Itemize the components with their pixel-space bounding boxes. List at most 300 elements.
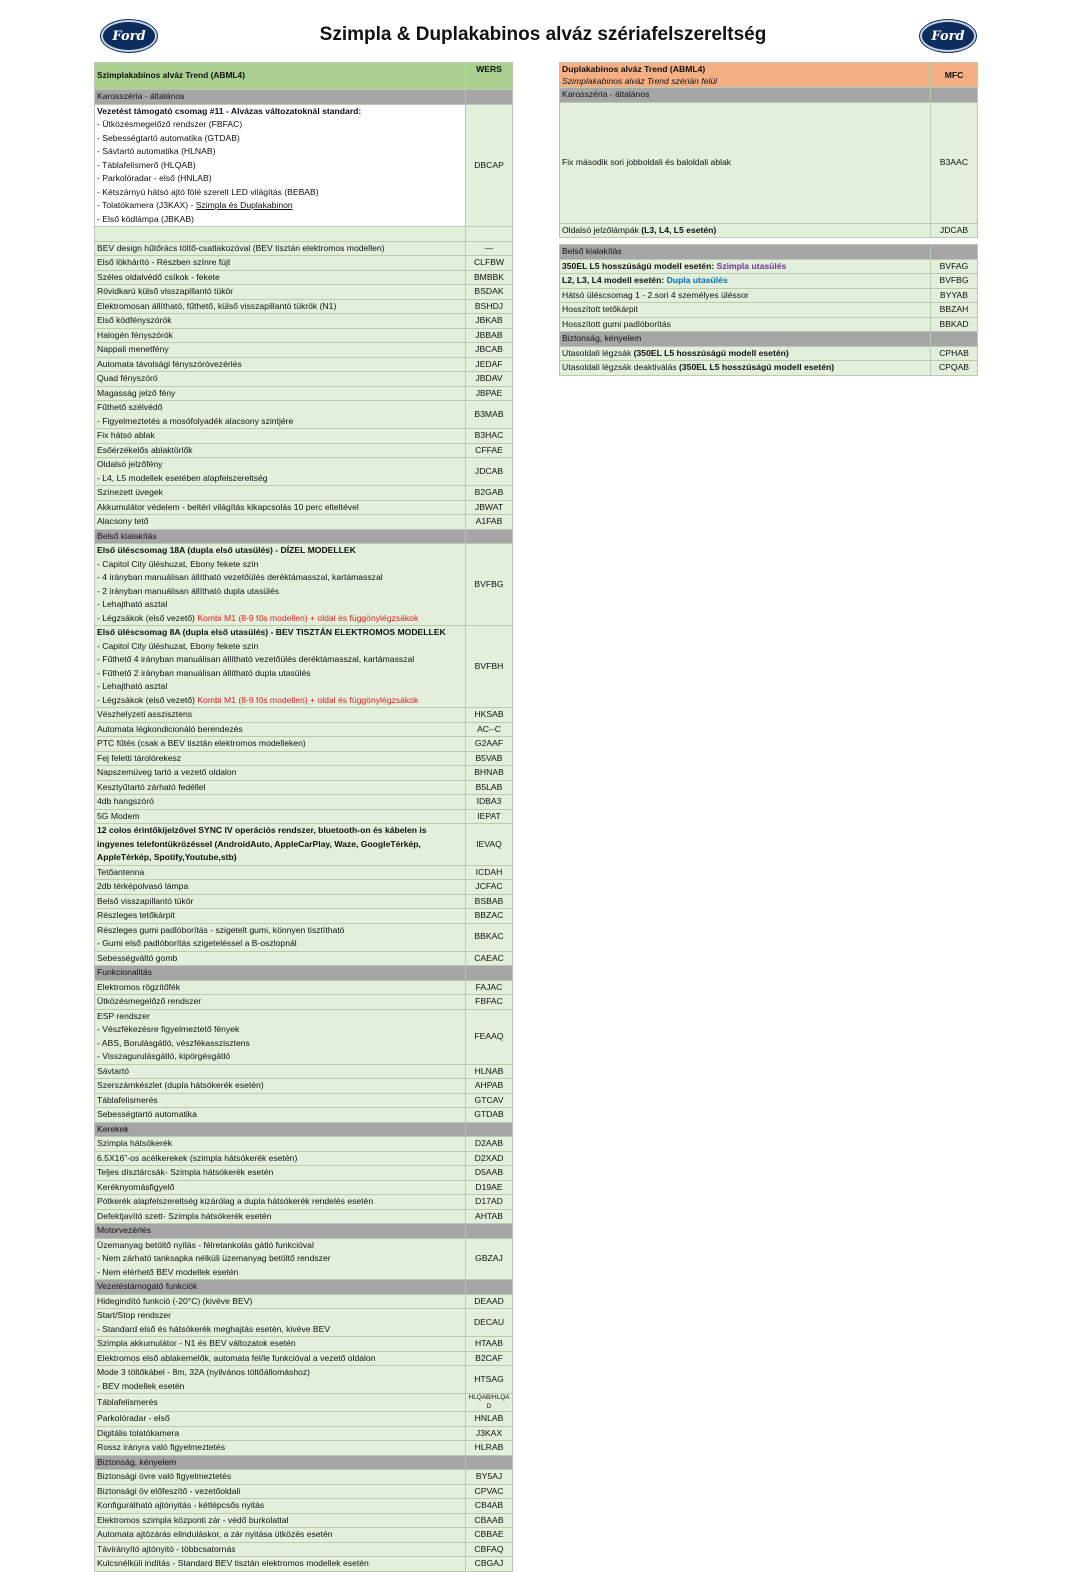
option-code: IDBA3: [466, 795, 513, 810]
text-segment: - Sávtartó automatika (HLNAB): [97, 146, 216, 156]
equipment-row: [95, 328, 513, 343]
text-segment: - Fűthető 2 irányban manuálisan állítható dupla utasülés: [97, 667, 311, 678]
equipment-row: [95, 1366, 513, 1394]
option-code: HLNAB: [466, 1064, 513, 1079]
option-code: JBDAV: [466, 372, 513, 387]
section-title: Funkcionalitás: [95, 966, 466, 981]
equipment-row: [95, 1064, 513, 1079]
description-line: [97, 415, 463, 429]
column-header-mfc: MFC: [931, 63, 978, 88]
section-title: Biztonság, kényelem: [560, 332, 931, 347]
text-segment: Üzemanyag betöltő nyílás - félretankolás gátló funkcióval: [97, 1239, 314, 1250]
equipment-row: [560, 346, 978, 361]
text-segment: Fűthető szélvédő: [97, 402, 163, 412]
equipment-row: [95, 372, 513, 387]
option-code: CBGAJ: [466, 1557, 513, 1572]
description-line: [97, 472, 463, 486]
option-code: CLFBW: [466, 256, 513, 271]
option-code: J3KAX: [466, 1426, 513, 1441]
text-segment: - 4 irányban manuálisan állítható vezetőülés deréktámasszal, kartámasszal: [97, 572, 383, 582]
description-line: [562, 274, 928, 288]
equipment-row: [95, 909, 513, 924]
description-line: [97, 186, 463, 200]
equipment-description: [560, 346, 931, 361]
description-line: [97, 118, 463, 132]
option-code: CPVAC: [466, 1484, 513, 1499]
text-segment: Első üléscsomag 8A (dupla első utasülés) - BEV TISZTÁN ELEKTROMOS MODELLEK: [97, 627, 446, 637]
equipment-row: [95, 544, 513, 626]
section-code-cell: [466, 1280, 513, 1295]
description-line: [97, 1266, 463, 1280]
section-header-row: [95, 966, 513, 981]
equipment-row: [95, 500, 513, 515]
description-line: [97, 213, 463, 227]
description-line: [97, 626, 463, 640]
option-code: DECAU: [466, 1309, 513, 1337]
equipment-description: [95, 923, 466, 951]
text-segment: - Nem elérhető BEV modellek esetén: [97, 1266, 239, 1277]
text-segment: - L4, L5 modellek esetében alapfelszereltség: [97, 472, 268, 483]
equipment-description: Napszemüveg tartó a vezető oldalon: [95, 766, 466, 781]
ford-logo-right: [920, 20, 976, 52]
equipment-row: [95, 1309, 513, 1337]
description-line: [97, 458, 463, 472]
equipment-row: [95, 299, 513, 314]
text-segment: - Visszagurulásgátló, kipörgésgátló: [97, 1051, 231, 1061]
text-segment: - Fűthető 4 irányban manuálisan állítható vezetőülés deréktámasszal, kartámasszal: [97, 654, 415, 664]
option-code: BBZAH: [931, 303, 978, 318]
option-code: JDCAB: [931, 223, 978, 238]
section-title: Biztonság, kényelem: [95, 1455, 466, 1470]
option-code: D5AAB: [466, 1166, 513, 1181]
option-code: A1FAB: [466, 515, 513, 530]
section-code-cell: [931, 88, 978, 103]
equipment-description: Elektromos első ablakemelők, automata fel/le funkcióval a vezető oldalon: [95, 1351, 466, 1366]
equipment-row: [95, 1441, 513, 1456]
text-segment: AppleTérkép, Spotify,Youtube,stb): [97, 852, 237, 862]
table-subtitle: Szimplakabinos alváz Trend szérián felül: [562, 76, 718, 86]
description-line: [97, 1323, 463, 1337]
equipment-description: Szimpla hátsókerék: [95, 1137, 466, 1152]
option-code: B2GAB: [466, 486, 513, 501]
option-code: B5LAB: [466, 780, 513, 795]
ford-logo-text: Ford: [931, 28, 965, 44]
option-code: CFFAE: [466, 443, 513, 458]
option-code: CPHAB: [931, 346, 978, 361]
text-segment: - Parkolóradar - első (HNLAB): [97, 173, 212, 183]
double-cab-equipment-table: [559, 62, 978, 376]
text-segment: - Nem zárható tanksapka nélküli üzemanyag betöltő rendszer: [97, 1253, 331, 1263]
equipment-description: [560, 361, 931, 376]
option-code: BSBAB: [466, 894, 513, 909]
description-line: [97, 824, 463, 838]
equipment-row: [95, 1009, 513, 1064]
equipment-description: Első ködfényszórók: [95, 314, 466, 329]
equipment-description: Akkumulátor védelem - beltéri világítás kikapcsolás 10 perc elteltével: [95, 500, 466, 515]
equipment-description: Hidegindító funkció (-20°C) (kivéve BEV): [95, 1294, 466, 1309]
description-line: [97, 401, 463, 415]
equipment-description: Sebességváltó gomb: [95, 951, 466, 966]
option-code: ICDAH: [466, 865, 513, 880]
equipment-row: [95, 795, 513, 810]
option-code: D2AAB: [466, 1137, 513, 1152]
option-code: AHPAB: [466, 1079, 513, 1094]
equipment-description: Első lökhárító - Részben színre fújt: [95, 256, 466, 271]
text-segment: (350EL L5 hosszúságú modell esetén): [633, 347, 789, 358]
section-header-row: [95, 529, 513, 544]
option-code: JBKAB: [466, 314, 513, 329]
option-code: D17AD: [466, 1195, 513, 1210]
equipment-row: [95, 951, 513, 966]
option-code: HLQAB/HLQAD: [466, 1394, 513, 1412]
equipment-row: [95, 722, 513, 737]
equipment-row: [95, 1351, 513, 1366]
equipment-description: [95, 104, 466, 227]
text-segment: Vezetést támogató csomag #11 - Alvázas változatoknál standard:: [97, 105, 362, 116]
option-code: IEVAQ: [466, 824, 513, 866]
section-title: Motorvezérlés: [95, 1224, 466, 1239]
description-line: [97, 1050, 463, 1064]
text-segment: Szimpla és Duplakabinon: [195, 200, 293, 210]
equipment-row: [95, 1238, 513, 1280]
equipment-row: [95, 1195, 513, 1210]
option-code: BVFBG: [931, 274, 978, 289]
equipment-row: [95, 1513, 513, 1528]
equipment-row: [95, 429, 513, 444]
option-code: —: [466, 241, 513, 256]
option-code: BVFAG: [931, 259, 978, 274]
option-code: AC--C: [466, 722, 513, 737]
text-segment: 350EL L5 hosszúságú modell esetén:: [562, 260, 717, 271]
text-segment: Dupla utasülés: [666, 275, 728, 285]
text-segment: - Gumi első padlóborítás szigeteléssel a B-oszlopnál: [97, 938, 297, 948]
description-line: [562, 260, 928, 274]
equipment-row: [95, 708, 513, 723]
description-line: [97, 937, 463, 951]
equipment-row: [560, 303, 978, 318]
equipment-description: Esőérzékelős ablaktörlők: [95, 443, 466, 458]
text-segment: Kombi M1 (8-9 fős modellen) + oldal és függönylégzsákok: [197, 612, 419, 623]
section-code-cell: [466, 966, 513, 981]
option-code: GTCAV: [466, 1093, 513, 1108]
description-line: [97, 558, 463, 572]
option-code: HTSAG: [466, 1366, 513, 1394]
text-segment: ESP rendszer: [97, 1010, 150, 1021]
equipment-row: [95, 343, 513, 358]
option-code: DBCAP: [466, 104, 513, 227]
option-code: BVFBH: [466, 626, 513, 708]
option-code: HTAAB: [466, 1337, 513, 1352]
table-title: Szimplakabinos alváz Trend (ABML4): [95, 63, 466, 90]
text-segment: (L3, L4, L5 esetén): [641, 224, 717, 235]
option-code: JBPAE: [466, 386, 513, 401]
equipment-row: [95, 894, 513, 909]
equipment-row: [560, 102, 978, 223]
option-code: B3MAB: [466, 401, 513, 429]
option-code: IEPAT: [466, 809, 513, 824]
equipment-row: [95, 1542, 513, 1557]
section-title: Kerekek: [95, 1122, 466, 1137]
option-code: JDCAB: [466, 458, 513, 486]
equipment-description: 2db térképolvasó lámpa: [95, 880, 466, 895]
equipment-description: Hátsó üléscsomag 1 - 2.sori 4 személyes üléssor: [560, 288, 931, 303]
equipment-row: [95, 285, 513, 300]
equipment-description: [95, 1309, 466, 1337]
option-code: B2CAF: [466, 1351, 513, 1366]
description-line: [97, 667, 463, 681]
section-header-row: [560, 88, 978, 103]
equipment-description: [95, 544, 466, 626]
option-code: HNLAB: [466, 1412, 513, 1427]
description-line: [97, 1010, 463, 1024]
equipment-description: [95, 1009, 466, 1064]
equipment-row: [95, 865, 513, 880]
text-segment: - Tolatókamera (J3KAX) -: [97, 200, 196, 210]
description-line: [97, 1023, 463, 1037]
equipment-row: [95, 995, 513, 1010]
text-segment: Oldalsó jelzőfény: [97, 459, 163, 469]
option-code: G2AAF: [466, 737, 513, 752]
equipment-description: [560, 274, 931, 289]
section-title: Karosszéria - általános: [560, 88, 931, 103]
description-line: [562, 347, 928, 361]
option-code: DEAAD: [466, 1294, 513, 1309]
description-line: [97, 1037, 463, 1051]
equipment-row: [95, 923, 513, 951]
text-segment: - Capitol City üléshuzat, Ebony fekete szín: [97, 640, 259, 651]
equipment-description: Távirányító ajtónyitó - többcsatornás: [95, 1542, 466, 1557]
text-segment: Mode 3 töltőkábel - 8m, 32A (nyilvános töltőállomáshoz): [97, 1367, 311, 1377]
equipment-description: Színezett üvegek: [95, 486, 466, 501]
section-title: Karosszéria - általános: [95, 90, 466, 105]
option-code: BSHDJ: [466, 299, 513, 314]
option-code: BBKAC: [466, 923, 513, 951]
text-segment: - Lehajtható asztal: [97, 599, 168, 609]
description-line: [97, 694, 463, 708]
option-code: BBKAD: [931, 317, 978, 332]
equipment-description: Halogén fényszórók: [95, 328, 466, 343]
text-segment: - Kétszárnyú hátsó ajtó fölé szerelt LED világítás (BEBAB): [97, 186, 319, 197]
equipment-description: [95, 401, 466, 429]
section-header-row: [95, 1122, 513, 1137]
equipment-description: PTC fűtés (csak a BEV tisztán elektromos modelleken): [95, 737, 466, 752]
equipment-row: [560, 259, 978, 274]
option-code: BVFBG: [466, 544, 513, 626]
equipment-description: [95, 1238, 466, 1280]
equipment-description: Fix hátsó ablak: [95, 429, 466, 444]
equipment-row: [95, 1180, 513, 1195]
equipment-row: [95, 256, 513, 271]
option-code: BYYAB: [931, 288, 978, 303]
equipment-row: [95, 1166, 513, 1181]
description-line: [97, 924, 463, 938]
equipment-description: Parkolóradar - első: [95, 1412, 466, 1427]
equipment-row: [560, 317, 978, 332]
equipment-row: [95, 766, 513, 781]
equipment-description: Vészhelyzeti asszisztens: [95, 708, 466, 723]
option-code: FBFAC: [466, 995, 513, 1010]
section-title: Belső kialakítás: [560, 245, 931, 260]
equipment-description: Kulcsnélküli indítás - Standard BEV tisztán elektromos modellek esetén: [95, 1557, 466, 1572]
option-code: D19AE: [466, 1180, 513, 1195]
text-segment: - Capitol City üléshuzat, Ebony fekete szín: [97, 558, 259, 569]
equipment-row: [95, 1108, 513, 1123]
table-title-cell: [560, 63, 931, 88]
option-code: JEDAF: [466, 357, 513, 372]
option-code: JBWAT: [466, 500, 513, 515]
option-code: B3AAC: [931, 102, 978, 223]
equipment-description: Pótkerék alapfelszereltség kizárólag a dupla hátsókerék rendelés esetén: [95, 1195, 466, 1210]
equipment-description: Belső visszapillantó tükör: [95, 894, 466, 909]
text-segment: 12 colos érintőkijelzővel SYNC IV operációs rendszer, bluetooth-on és kábelen is: [97, 825, 427, 835]
equipment-row: [95, 443, 513, 458]
section-title: Vezetéstámogató funkciók: [95, 1280, 466, 1295]
section-code-cell: [466, 529, 513, 544]
text-segment: L2, L3, L4 modell esetén:: [562, 275, 667, 285]
equipment-description: Széles oldalvédő csíkok - fekete: [95, 270, 466, 285]
description-line: [97, 1380, 463, 1394]
equipment-description: BEV design hűtőrács töltő-csatlakozóval (BEV tisztán elektromos modellen): [95, 241, 466, 256]
description-line: [97, 680, 463, 694]
equipment-description: Szerszámkészlet (dupla hátsókerék esetén): [95, 1079, 466, 1094]
section-code-cell: [466, 1455, 513, 1470]
equipment-row: [560, 223, 978, 238]
description-line: [97, 571, 463, 585]
spacer-row: [560, 238, 978, 245]
description-line: [97, 612, 463, 626]
option-code: CBBAE: [466, 1528, 513, 1543]
equipment-row: [95, 1412, 513, 1427]
equipment-description: Táblafelismerés: [95, 1394, 466, 1412]
equipment-row: [95, 1557, 513, 1572]
equipment-row: [95, 1484, 513, 1499]
equipment-description: Magasság jelző fény: [95, 386, 466, 401]
equipment-description: Rossz irányra való figyelmeztetés: [95, 1441, 466, 1456]
section-header-row: [95, 1455, 513, 1470]
equipment-description: Konfigurálható ajtónyitás - kétlépcsős nyitás: [95, 1499, 466, 1514]
option-code: JCFAC: [466, 880, 513, 895]
text-segment: - Első ködlámpa (JBKAB): [97, 213, 194, 224]
equipment-row: [95, 270, 513, 285]
text-segment: Start/Stop rendszer: [97, 1310, 172, 1320]
equipment-description: Automata ajtózárás elinduláskor, a zár nyitása ütközés esetén: [95, 1528, 466, 1543]
option-code: CBFAQ: [466, 1542, 513, 1557]
text-segment: - Táblafelismerő (HLQAB): [97, 159, 196, 170]
description-line: [97, 1252, 463, 1266]
option-code: CB4AB: [466, 1499, 513, 1514]
equipment-row: [95, 737, 513, 752]
equipment-description: [95, 626, 466, 708]
option-code: B3HAC: [466, 429, 513, 444]
section-header-row: [95, 1280, 513, 1295]
equipment-row: [95, 980, 513, 995]
equipment-row: [95, 486, 513, 501]
equipment-description: Hosszított tetőkárpit: [560, 303, 931, 318]
equipment-description: Kesztyűtartó zárható fedéllel: [95, 780, 466, 795]
text-segment: - BEV modellek esetén: [97, 1380, 185, 1391]
spacer-cell: [560, 238, 978, 245]
equipment-row: [95, 1137, 513, 1152]
equipment-description: [95, 458, 466, 486]
equipment-row: [95, 1093, 513, 1108]
option-code: CAEAC: [466, 951, 513, 966]
text-segment: - Lehajtható asztal: [97, 681, 168, 691]
equipment-row: [95, 751, 513, 766]
equipment-description: Ütközésmegelőző rendszer: [95, 995, 466, 1010]
equipment-description: Elektromos szimpla központi zár - védő burkolattal: [95, 1513, 466, 1528]
equipment-description: Tetőantenna: [95, 865, 466, 880]
section-header-row: [560, 245, 978, 260]
equipment-row: [95, 314, 513, 329]
text-segment: - Ütközésmegelőző rendszer (FBFAC): [97, 119, 243, 129]
option-code: JBBAB: [466, 328, 513, 343]
equipment-description: Sebességtartó automatika: [95, 1108, 466, 1123]
text-segment: Első üléscsomag 18A (dupla első utasülés) - DÍZEL MODELLEK: [97, 545, 356, 555]
equipment-row: [95, 824, 513, 866]
description-line: [97, 172, 463, 186]
description-line: [97, 1239, 463, 1253]
text-segment: - Vészfékezésre figyelmeztető fények: [97, 1024, 240, 1034]
equipment-row: [95, 1079, 513, 1094]
equipment-row: [95, 104, 513, 227]
text-segment: - 2 irányban manuálisan állítható dupla utasülés: [97, 585, 280, 596]
equipment-row: [560, 288, 978, 303]
section-code-cell: [466, 1122, 513, 1137]
equipment-description: Táblafelismerés: [95, 1093, 466, 1108]
equipment-description: 6.5X16"-os acélkerekek (szimpla hátsókerék esetén): [95, 1151, 466, 1166]
equipment-description: [95, 824, 466, 866]
section-code-cell: [466, 1224, 513, 1239]
description-line: [97, 1366, 463, 1380]
equipment-description: Sávtartó: [95, 1064, 466, 1079]
equipment-description: Alacsony tető: [95, 515, 466, 530]
equipment-row: [95, 1426, 513, 1441]
equipment-description: Keréknyomásfigyelő: [95, 1180, 466, 1195]
empty-cell: [95, 227, 466, 242]
page-title: Szimpla & Duplakabinos alváz szériafelszereltség: [319, 24, 767, 45]
text-segment: - Figyelmeztetés a mosófolyadék alacsony szintjére: [97, 415, 294, 426]
option-code: B5VAB: [466, 751, 513, 766]
equipment-row: [95, 1151, 513, 1166]
equipment-row: [95, 1394, 513, 1412]
equipment-description: [560, 259, 931, 274]
description-line: [97, 585, 463, 599]
section-code-cell: [931, 332, 978, 347]
description-line: [97, 838, 463, 852]
equipment-description: Részleges tetőkárpit: [95, 909, 466, 924]
equipment-description: 4db hangszóró: [95, 795, 466, 810]
description-line: [97, 640, 463, 654]
section-code-cell: [466, 90, 513, 105]
equipment-row: [95, 458, 513, 486]
section-header-row: [95, 1224, 513, 1239]
equipment-description: 5G Modem: [95, 809, 466, 824]
text-segment: Kombi M1 (8-9 fős modellen) + oldal és függönylégzsákok: [197, 694, 419, 705]
equipment-description: Automata távolsági fényszóróvezérlés: [95, 357, 466, 372]
equipment-description: Fix második sori jobboldali és baloldali ablak: [560, 102, 931, 223]
option-code: CBAAB: [466, 1513, 513, 1528]
table-title: Duplakabinos alváz Trend (ABML4): [562, 64, 706, 74]
equipment-row: [95, 880, 513, 895]
text-segment: (350EL L5 hosszúságú modell esetén): [679, 362, 835, 372]
equipment-description: Automata légkondicionáló berendezés: [95, 722, 466, 737]
description-line: [97, 199, 463, 213]
equipment-description: Biztonsági öv előfeszítő - vezetőoldali: [95, 1484, 466, 1499]
text-segment: ingyenes telefontükrözéssel (AndroidAuto, AppleCarPlay, Waze, GoogleTérkép,: [97, 838, 421, 849]
equipment-row: [560, 274, 978, 289]
equipment-row: [95, 401, 513, 429]
option-code: FEAAQ: [466, 1009, 513, 1064]
